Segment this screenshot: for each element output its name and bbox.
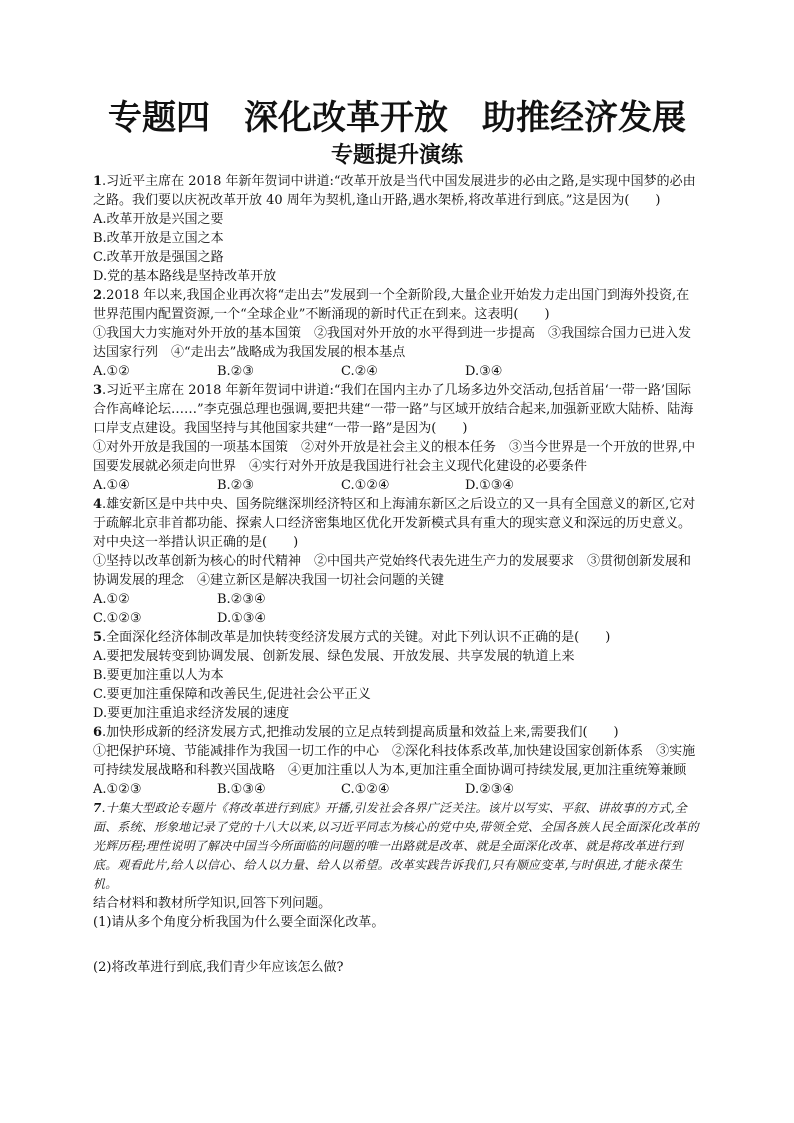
question-stem [93,286,701,324]
question-7 [93,799,701,977]
options-row [93,590,701,609]
question-stem [93,723,701,742]
question-stem [93,172,701,210]
statement-items: ①我国大力实施对外开放的基本国策 ②我国对外开放的水平得到进一步提高 ③我国综合国力已进入发达国家行列 ④“走出去”战略成为我国发展的根本基点 [93,326,692,360]
option-d: D.要更加注重追求经济发展的速度 [93,706,290,721]
question-stem [93,495,701,552]
question-text: .加快形成新的经济发展方式,把推动发展的立足点转到提高质量和效益上来,需要我们( ) [102,725,619,740]
statement-items: ①把保护环境、节能减排作为我国一切工作的中心 ②深化科技体系改革,加快建设国家创新体系 ③实施可持续发展战略和科教兴国战略 ④更加注重以人为本,更加注重全面协调可持续发展,更加注重统筹兼顾 [93,744,696,778]
option-b: B.②③ [217,478,254,493]
question-number: 3 [93,383,103,398]
option-a: A.①② [93,592,130,607]
question-text: .习近平主席在 2018 年新年贺词中讲道:“改革开放是当代中国发展进步的必由之路,是实现中国梦的必由之路。我们要以庆祝改革开放 40 周年为契机,逢山开路,遇水架桥,将改革进行到底。”这是因为( ) [93,174,696,208]
question-number: 5 [93,630,103,645]
option-b: B.改革开放是立国之本 [93,231,224,246]
question-2 [93,286,701,381]
option-a: A.①④ [93,478,130,493]
option-d: D.①③④ [217,611,267,626]
option-b: B.要更加注重以人为本 [93,668,224,683]
options-row [93,362,701,381]
document-page [93,96,701,977]
question-text: .2018 年以来,我国企业再次将“走出去”发展到一个全新阶段,大量企业开始发力走出国门到海外投资,在世界范围内配置资源,一个“全球企业”不断涌现的新时代正在到来。这表明( ) [93,288,690,322]
option-c: C.①②④ [341,478,390,493]
option-a: A.①②③ [93,782,142,797]
sub-question-2: (2)将改革进行到底,我们青少年应该怎么做? [93,960,344,975]
option-a: A.改革开放是兴国之要 [93,212,224,227]
option-b: B.②③ [217,364,254,379]
question-number: 4 [93,497,103,512]
options-row [93,476,701,495]
material-text: .十集大型政论专题片《将改革进行到底》开播,引发社会各界广泛关注。该片以写实、平叙、讲故事的方式,全面、系统、形象地记录了党的十八大以来,以习近平同志为核心的党中央,带领全党、全国各族人民全面深化改革的光辉历程;理性说明了解决中国当今所面临的问题的唯一出路就是改革、就是全面深化改革、就是将改革进行到底。观看此片,给人以信心、给人以力量、给人以希望。改革实践告诉我们,只有顺应变革,与时俱进,才能永葆生机。 [93,801,699,891]
question-5 [93,628,701,723]
statement-items: ①坚持以改革创新为核心的时代精神 ②中国共产党始终代表先进生产力的发展要求 ③贯彻创新发展和协调发展的理念 ④建立新区是解决我国一切社会问题的关键 [93,554,692,588]
question-3 [93,381,701,495]
question-text: .全面深化经济体制改革是加快转变经济发展方式的关键。对此下列认识不正确的是( ) [102,630,611,645]
question-4 [93,495,701,628]
option-d: D.②③④ [465,782,515,797]
option-d: D.①③④ [465,478,515,493]
question-text: .习近平主席在 2018 年新年贺词中讲道:“我们在国内主办了几场多边外交活动,包括首届‘一带一路’国际合作高峰论坛……”李克强总理也强调,要把共建“一带一路”与区域开放结合起来,加强新亚欧大陆桥、陆海口岸支点建设。我国坚持与其他国家共建“一带一路”是因为( ) [93,383,694,436]
question-1 [93,172,701,286]
question-6 [93,723,701,799]
option-d: D.③④ [465,364,503,379]
page-title: 专题四 深化改革开放 助推经济发展 [108,98,686,138]
options-row [93,780,701,799]
question-stem [93,381,701,438]
option-a: A.要把发展转变到协调发展、创新发展、绿色发展、开放发展、共享发展的轨道上来 [93,649,575,664]
question-prompt: 结合材料和教材所学知识,回答下列问题。 [93,896,332,911]
option-d: D.党的基本路线是坚持改革开放 [93,269,277,284]
question-number: 2 [93,288,103,303]
option-c: C.①②③ [93,611,142,626]
question-text: .雄安新区是中共中央、国务院继深圳经济特区和上海浦东新区之后设立的又一具有全国意义的新区,它对于疏解北京非首都功能、探索人口经济密集地区优化开发新模式具有重大的现实意义和深远的历史意义。对中央这一举措认识正确的是( ) [93,497,696,550]
option-c: C.①②④ [341,782,390,797]
answer-space [93,932,701,958]
statement-items: ①对外开放是我国的一项基本国策 ②对外开放是社会主义的根本任务 ③当今世界是一个开放的世界,中国要发展就必须走向世界 ④实行对外开放是我国进行社会主义现代化建设的必要条件 [93,440,696,474]
question-stem [93,628,701,647]
question-number: 1 [93,174,103,189]
page-subtitle: 专题提升演练 [330,142,463,168]
option-c: C.改革开放是强国之路 [93,250,224,265]
option-a: A.①② [93,364,130,379]
option-b: B.①③④ [217,782,266,797]
option-b: B.②③④ [217,592,266,607]
question-number: 7 [93,801,102,815]
option-c: C.要更加注重保障和改善民生,促进社会公平正义 [93,687,371,702]
option-c: C.②④ [341,364,378,379]
question-material [93,799,701,894]
question-number: 6 [93,725,103,740]
sub-question-1: (1)请从多个角度分析我国为什么要全面深化改革。 [93,915,385,930]
options-row [93,609,701,628]
